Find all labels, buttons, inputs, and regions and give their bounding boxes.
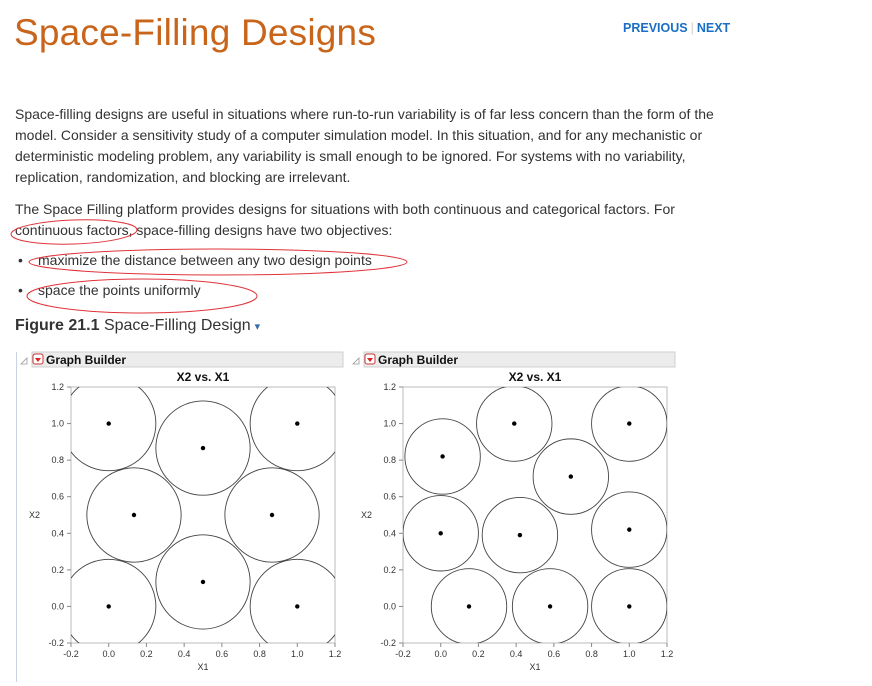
x-tick-label: 0.4	[509, 649, 523, 659]
bullet: •	[18, 252, 23, 268]
data-point	[201, 580, 205, 584]
y-tick-label: -0.2	[380, 638, 396, 648]
y-tick-label: 0.4	[51, 528, 64, 539]
graph-builder-right	[350, 350, 680, 686]
bullet: •	[18, 282, 23, 298]
x-tick-label: 0.8	[585, 649, 598, 659]
plot-area	[403, 387, 667, 643]
data-point	[569, 474, 573, 478]
intro-paragraph: Space-filling designs are useful in situations where run-to-run variability is of far less concern than the form of the model. Consider a sensitivity study of a computer simulation model. In this situation, and for any mechanistic or deterministic modeling problem, any variability is small enough to be ignored. For systems with no variability, replication, randomization, and blocking are irrelevant.	[15, 106, 714, 185]
y-tick-label: 1.0	[383, 418, 396, 429]
data-point	[270, 513, 274, 517]
page-title: Space-Filling Designs	[14, 12, 377, 53]
x-tick-label: 0.0	[102, 649, 115, 659]
x-tick-label: 0.2	[472, 649, 485, 659]
list-item	[18, 252, 372, 268]
collapse-triangle-icon	[353, 358, 359, 364]
collapse-triangle-icon	[21, 358, 27, 364]
list-item	[18, 282, 201, 298]
y-tick-label: -0.2	[48, 638, 64, 648]
divider: |	[690, 21, 694, 35]
x-tick-label: 0.8	[253, 649, 266, 659]
y-tick-label: 0.8	[51, 455, 64, 466]
data-point	[440, 454, 444, 458]
data-point	[295, 421, 299, 425]
data-point	[107, 604, 111, 608]
outline-divider	[16, 352, 17, 682]
x-axis-label: X1	[197, 662, 209, 672]
figure-label: Figure 21.1	[15, 317, 100, 334]
data-point	[107, 421, 111, 425]
figure-caption-text: Space-Filling Design	[103, 317, 251, 334]
y-axis-label: X2	[361, 510, 373, 520]
y-tick-label: 0.6	[51, 491, 64, 502]
data-point	[201, 446, 205, 450]
y-tick-label: 0.4	[383, 528, 396, 539]
previous-link[interactable]: PREVIOUS	[623, 21, 688, 35]
x-tick-label: 1.2	[328, 649, 342, 659]
chart-title: X2 vs. X1	[176, 370, 230, 384]
panel-title: Graph Builder	[46, 353, 127, 367]
y-tick-label: 0.6	[383, 491, 396, 502]
x-tick-label: 1.0	[291, 649, 304, 659]
figure-caption	[15, 317, 260, 335]
x-tick-label: 0.0	[434, 649, 447, 659]
y-tick-label: 0.2	[383, 564, 396, 575]
data-point	[627, 421, 631, 425]
data-point	[548, 604, 552, 608]
data-point	[518, 533, 522, 537]
expand-arrow-icon[interactable]: ▾	[254, 321, 261, 333]
x-tick-label: 0.6	[547, 649, 561, 659]
y-tick-label: 0.0	[51, 601, 64, 612]
list-item-text: space the points uniformly	[38, 282, 201, 298]
data-point	[132, 513, 136, 517]
plot-area	[71, 387, 335, 643]
panel-title: Graph Builder	[378, 353, 459, 367]
x-tick-label: -0.2	[395, 649, 411, 659]
data-point	[467, 604, 471, 608]
y-tick-label: 1.2	[383, 382, 396, 392]
graph-builder-left	[18, 350, 348, 686]
platform-paragraph: The Space Filling platform provides designs for situations with both continuous and categorical factors. For continuous factors, space-filling designs have two objectives:	[15, 201, 675, 238]
list-item-text: maximize the distance between any two design points	[38, 252, 372, 268]
x-tick-label: 1.2	[660, 649, 674, 659]
pager	[623, 21, 730, 35]
y-tick-label: 0.2	[51, 564, 64, 575]
y-tick-label: 1.0	[51, 418, 64, 429]
chart-title: X2 vs. X1	[508, 370, 562, 384]
y-tick-label: 1.2	[51, 382, 64, 392]
y-tick-label: 0.0	[383, 601, 396, 612]
x-tick-label: 0.6	[215, 649, 229, 659]
data-point	[627, 527, 631, 531]
data-point	[295, 604, 299, 608]
x-tick-label: -0.2	[63, 649, 79, 659]
x-tick-label: 0.4	[177, 649, 191, 659]
data-point	[627, 604, 631, 608]
data-point	[439, 531, 443, 535]
y-axis-label: X2	[29, 510, 41, 520]
x-axis-label: X1	[529, 662, 541, 672]
next-link[interactable]: NEXT	[696, 21, 731, 35]
y-tick-label: 0.8	[383, 455, 396, 466]
data-point	[512, 421, 516, 425]
x-tick-label: 1.0	[623, 649, 636, 659]
x-tick-label: 0.2	[140, 649, 153, 659]
